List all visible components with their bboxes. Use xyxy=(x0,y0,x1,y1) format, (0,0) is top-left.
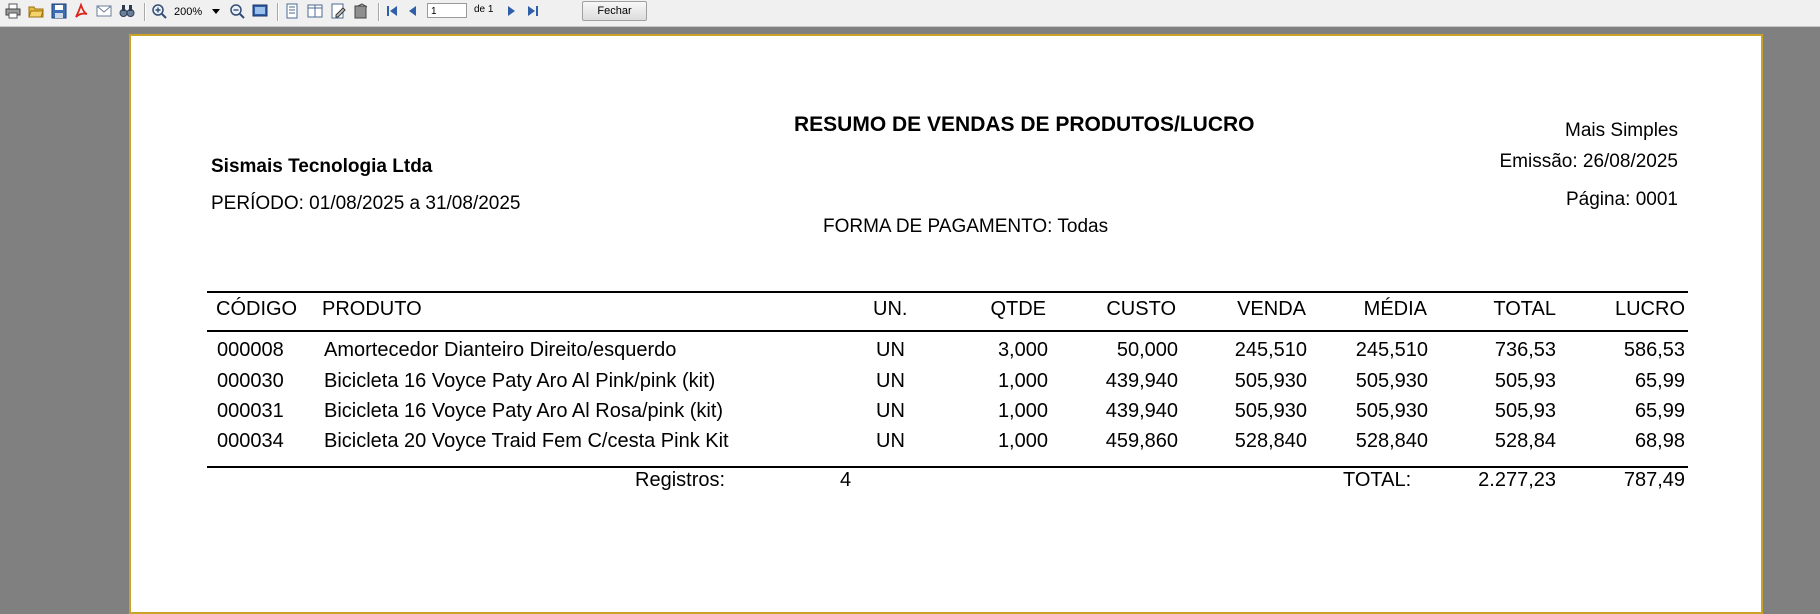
cell-profit: 65,99 xyxy=(1634,370,1685,392)
toolbar-separator xyxy=(144,3,146,21)
company-name: Sismais Tecnologia Ltda xyxy=(211,156,433,177)
folder-open-icon xyxy=(28,3,44,19)
grand-total-value: 2.277,23 xyxy=(1478,469,1556,491)
header-code: CÓDIGO xyxy=(216,298,298,320)
zoom-in-icon xyxy=(151,3,167,19)
cell-cost: 50,000 xyxy=(1116,339,1178,361)
email-button[interactable] xyxy=(95,2,113,20)
grand-profit-value: 787,49 xyxy=(1623,469,1685,491)
previous-page-icon xyxy=(405,3,421,19)
cell-sale: 245,510 xyxy=(1234,339,1307,361)
table-header-rule xyxy=(207,330,1688,332)
cell-total: 505,93 xyxy=(1494,370,1556,392)
open-button[interactable] xyxy=(27,2,45,20)
cell-unit: UN xyxy=(876,430,905,452)
table-top-rule xyxy=(207,291,1688,293)
cell-average: 505,930 xyxy=(1355,370,1428,392)
last-page-button[interactable] xyxy=(525,2,541,20)
table-row xyxy=(0,430,1820,454)
chevron-down-icon xyxy=(212,9,220,14)
save-button[interactable] xyxy=(50,2,68,20)
cell-product: Amortecedor Dianteiro Direito/esquerdo xyxy=(324,339,677,361)
report-toolbar xyxy=(0,0,1820,27)
cell-cost: 439,940 xyxy=(1105,400,1178,422)
table-header-row xyxy=(0,298,1820,322)
header-qty: QTDE xyxy=(990,298,1046,320)
two-pages-icon xyxy=(307,3,323,19)
system-name: Mais Simples xyxy=(1565,120,1678,141)
table-row xyxy=(0,370,1820,394)
page-setup-icon xyxy=(353,3,369,19)
binoculars-icon xyxy=(119,3,135,19)
report-title: RESUMO DE VENDAS DE PRODUTOS/LUCRO xyxy=(794,113,1255,136)
cell-average: 505,930 xyxy=(1355,400,1428,422)
table-row xyxy=(0,339,1820,363)
cell-code: 000030 xyxy=(217,370,284,392)
header-product: PRODUTO xyxy=(322,298,422,320)
emission-date: Emissão: 26/08/2025 xyxy=(1499,151,1678,172)
cell-cost: 459,860 xyxy=(1105,430,1178,452)
cell-unit: UN xyxy=(876,339,905,361)
cell-profit: 586,53 xyxy=(1623,339,1685,361)
header-sale: VENDA xyxy=(1237,298,1306,320)
toolbar-separator xyxy=(277,3,279,21)
floppy-disk-icon xyxy=(51,3,67,19)
edit-button[interactable] xyxy=(329,2,347,20)
two-pages-button[interactable] xyxy=(306,2,324,20)
header-unit: UN. xyxy=(873,298,908,320)
table-row xyxy=(0,400,1820,424)
cell-average: 528,840 xyxy=(1355,430,1428,452)
cell-unit: UN xyxy=(876,400,905,422)
period-label: PERÍODO: 01/08/2025 a 31/08/2025 xyxy=(211,193,521,214)
header-total: TOTAL xyxy=(1493,298,1556,320)
cell-sale: 505,930 xyxy=(1234,370,1307,392)
payment-method-label: FORMA DE PAGAMENTO: Todas xyxy=(823,216,1109,237)
cell-code: 000031 xyxy=(217,400,284,422)
cell-sale: 505,930 xyxy=(1234,400,1307,422)
cell-code: 000034 xyxy=(217,430,284,452)
fit-page-button[interactable] xyxy=(251,2,269,20)
export-pdf-button[interactable] xyxy=(72,2,90,20)
cell-unit: UN xyxy=(876,370,905,392)
toolbar-separator xyxy=(378,3,380,21)
records-count: 4 xyxy=(840,469,852,491)
cell-qty: 1,000 xyxy=(997,370,1048,392)
header-average: MÉDIA xyxy=(1363,298,1427,320)
cell-qty: 1,000 xyxy=(997,400,1048,422)
cell-profit: 68,98 xyxy=(1634,430,1685,452)
cell-product: Bicicleta 16 Voyce Paty Aro Al Pink/pink (kit) xyxy=(324,370,716,392)
envelope-icon xyxy=(96,3,112,19)
header-profit: LUCRO xyxy=(1614,298,1685,320)
grand-total-label: TOTAL: xyxy=(1343,469,1412,491)
print-button[interactable] xyxy=(4,2,22,20)
single-page-icon xyxy=(284,3,300,19)
single-page-button[interactable] xyxy=(283,2,301,20)
zoom-value: 200% xyxy=(174,5,203,18)
cell-profit: 65,99 xyxy=(1634,400,1685,422)
cell-total: 736,53 xyxy=(1494,339,1556,361)
edit-page-icon xyxy=(330,3,346,19)
first-page-icon xyxy=(384,3,400,19)
header-cost: CUSTO xyxy=(1106,298,1176,320)
cell-cost: 439,940 xyxy=(1105,370,1178,392)
zoom-out-icon xyxy=(229,3,245,19)
close-button[interactable]: Fechar xyxy=(582,1,647,21)
last-page-icon xyxy=(525,3,541,19)
zoom-out-button[interactable] xyxy=(228,2,246,20)
page-setup-button[interactable] xyxy=(352,2,370,20)
table-footer-rule xyxy=(207,466,1688,468)
cell-total: 528,84 xyxy=(1494,430,1556,452)
page-number-label: Página: 0001 xyxy=(1566,189,1678,210)
page-number-input[interactable]: 1 xyxy=(427,3,467,18)
cell-qty: 3,000 xyxy=(997,339,1048,361)
pdf-icon xyxy=(73,3,89,19)
cell-average: 245,510 xyxy=(1355,339,1428,361)
zoom-select[interactable] xyxy=(174,3,222,20)
cell-product: Bicicleta 20 Voyce Traid Fem C/cesta Pink Kit xyxy=(324,430,729,452)
cell-code: 000008 xyxy=(217,339,284,361)
cell-total: 505,93 xyxy=(1494,400,1556,422)
first-page-button[interactable] xyxy=(384,2,400,20)
previous-page-button[interactable] xyxy=(405,2,421,20)
zoom-in-button[interactable] xyxy=(150,2,168,20)
page-count-label: de 1 xyxy=(474,4,494,15)
table-footer-row xyxy=(0,469,1820,493)
next-page-icon xyxy=(503,3,519,19)
cell-sale: 528,840 xyxy=(1234,430,1307,452)
next-page-button[interactable] xyxy=(503,2,519,20)
find-button[interactable] xyxy=(118,2,136,20)
printer-icon xyxy=(5,3,21,19)
cell-qty: 1,000 xyxy=(997,430,1048,452)
records-label: Registros: xyxy=(635,469,726,491)
cell-product: Bicicleta 16 Voyce Paty Aro Al Rosa/pink (kit) xyxy=(324,400,724,422)
monitor-icon xyxy=(252,3,268,19)
